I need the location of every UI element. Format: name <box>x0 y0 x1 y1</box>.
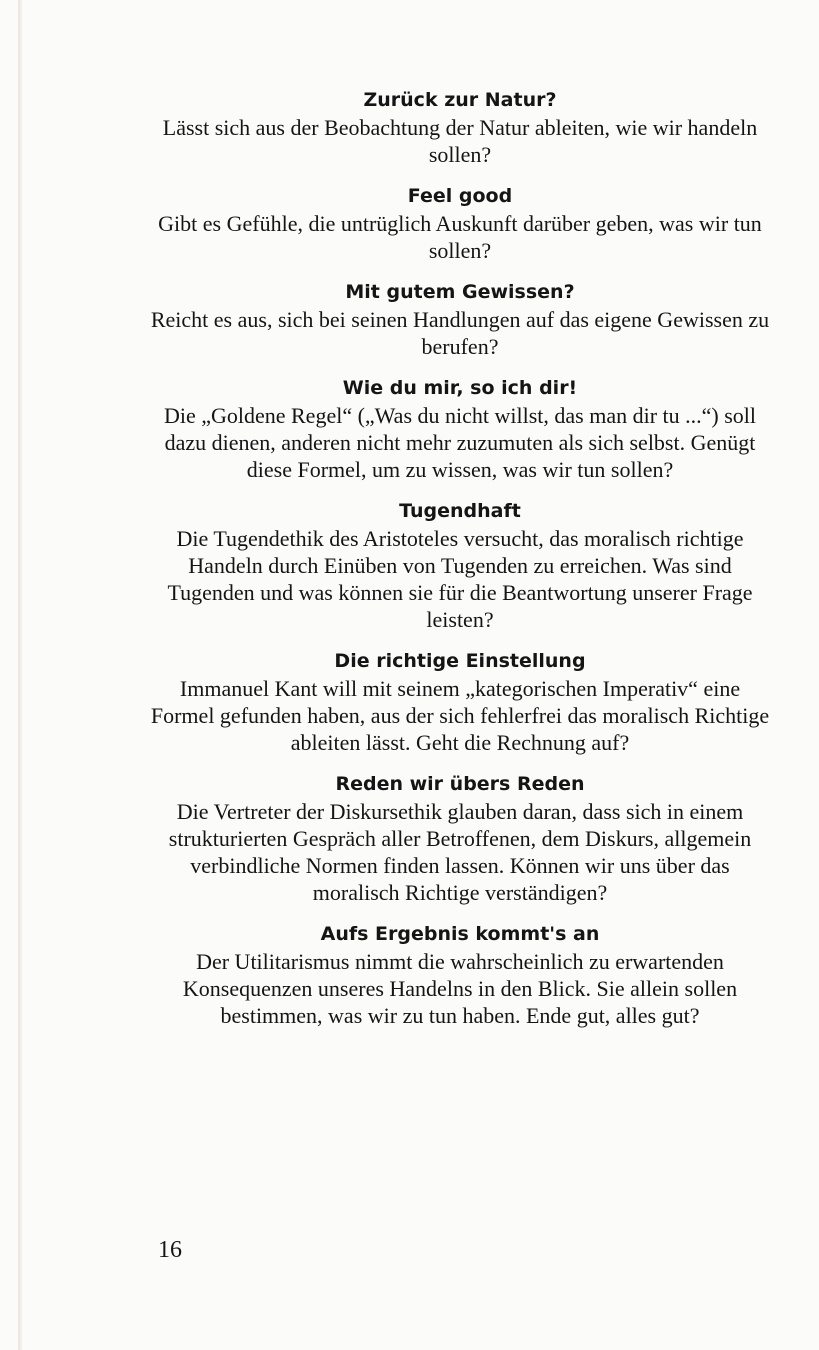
section-list <box>150 86 770 1043</box>
section-heading: Mit gutem Gewissen? <box>345 281 575 303</box>
section-gewissen <box>150 278 770 360</box>
section-heading: Tugendhaft <box>399 500 521 522</box>
section-einstellung <box>150 647 770 756</box>
section-text: Lässt sich aus der Beobachtung der Natur ableiten, wie wir handeln sollen? <box>162 115 758 167</box>
section-heading: Aufs Ergebnis kommt's an <box>320 923 600 945</box>
section-feel-good <box>150 182 770 264</box>
section-text: Immanuel Kant will mit seinem „kategorischen Imperativ“ eine Formel gefunden haben, aus der sich fehlerfrei das moralisch Richtige ableiten lässt. Geht die Rechnung auf? <box>150 676 770 755</box>
section-diskurs <box>150 770 770 906</box>
page-edge <box>18 0 22 1350</box>
section-text: Reicht es aus, sich bei seinen Handlungen auf das eigene Gewissen zu berufen? <box>150 307 770 359</box>
section-goldene-regel <box>150 374 770 483</box>
section-text: Der Utilitarismus nimmt die wahrscheinlich zu erwartenden Konsequenzen unseres Handelns in den Blick. Sie allein sollen bestimmen, was wir zu tun haben. Ende gut, alles gut? <box>182 949 738 1028</box>
section-heading: Reden wir übers Reden <box>335 773 585 795</box>
section-text: Die Vertreter der Diskursethik glauben daran, dass sich in einem strukturierten Gespräch aller Betroffenen, dem Diskurs, allgemein verbindliche Normen finden lassen. Können wir uns über das moralisch Richtige verständigen? <box>168 799 752 905</box>
section-text: Die „Goldene Regel“ („Was du nicht willst, das man dir tu ...“) soll dazu dienen, anderen nicht mehr zuzumuten als sich selbst. Genügt diese Formel, um zu wissen, was wir tun sollen? <box>163 403 757 482</box>
page-number: 16 <box>158 1237 182 1263</box>
section-natur <box>150 86 770 168</box>
section-tugendhaft <box>150 497 770 633</box>
section-text: Die Tugendethik des Aristoteles versucht, das moralisch richtige Handeln durch Einüben von Tugenden zu erreichen. Was sind Tugenden und was können sie für die Beantwortung unserer Frage leisten? <box>167 526 753 632</box>
section-heading: Wie du mir, so ich dir! <box>342 377 578 399</box>
section-heading: Die richtige Einstellung <box>334 650 586 672</box>
section-heading: Feel good <box>407 185 513 207</box>
section-heading: Zurück zur Natur? <box>363 89 557 111</box>
section-text: Gibt es Gefühle, die untrüglich Auskunft darüber geben, was wir tun sollen? <box>158 211 762 263</box>
section-ergebnis <box>150 920 770 1029</box>
